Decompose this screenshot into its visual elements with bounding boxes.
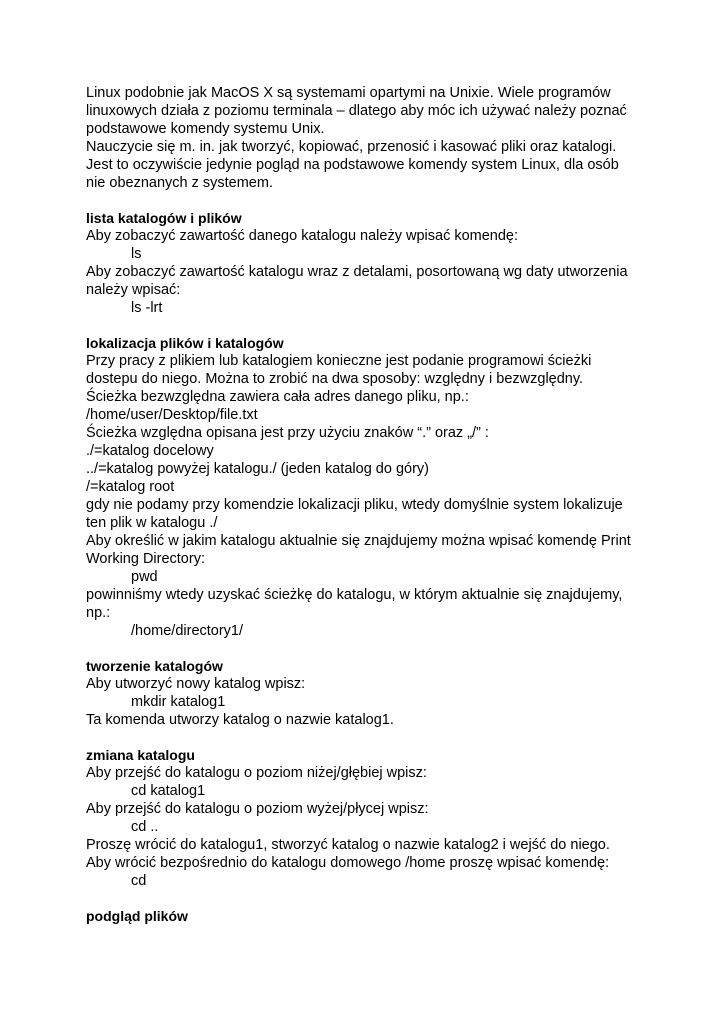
- text-line: Working Directory:: [86, 551, 205, 567]
- intro-line: podstawowe komendy systemu Unix.: [86, 121, 325, 137]
- text-line: np.:: [86, 605, 111, 621]
- command-line: cd ..: [131, 819, 159, 835]
- text-line: ./=katalog docelowy: [86, 443, 214, 459]
- text-line: Przy pracy z plikiem lub katalogiem konieczne jest podanie programowi ścieżki: [86, 353, 592, 369]
- document-body: [86, 84, 676, 925]
- text-line: Aby utworzyć nowy katalog wpisz:: [86, 676, 306, 692]
- command-line: ls -lrt: [131, 300, 163, 316]
- section-preview-files: [86, 907, 676, 925]
- text-line: Proszę wrócić do katalogu1, stworzyć katalog o nazwie katalog2 i wejść do niego.: [86, 837, 610, 853]
- text-line: /home/user/Desktop/file.txt: [86, 407, 258, 423]
- intro-paragraph: [86, 84, 676, 192]
- text-line: ten plik w katalogu ./: [86, 515, 218, 531]
- intro-line: nie obeznanych z systemem.: [86, 175, 273, 191]
- text-line: Ta komenda utworzy katalog o nazwie katalog1.: [86, 712, 394, 728]
- text-line: należy wpisać:: [86, 282, 181, 298]
- section-heading: zmiana katalogu: [86, 747, 195, 763]
- section-heading: lokalizacja plików i katalogów: [86, 335, 284, 351]
- text-line: Aby zobaczyć zawartość danego katalogu należy wpisać komendę:: [86, 228, 519, 244]
- intro-line: Jest to oczywiście jedynie pogląd na podstawowe komendy system Linux, dla osób: [86, 157, 619, 173]
- section-heading: podgląd plików: [86, 908, 188, 924]
- text-line: Ścieżka bezwzględna zawiera cała adres danego pliku, np.:: [86, 389, 469, 405]
- text-line: Aby zobaczyć zawartość katalogu wraz z detalami, posortowaną wg daty utworzenia: [86, 264, 628, 280]
- text-line: dostepu do niego. Można to zrobić na dwa sposoby: względny i bezwzględny.: [86, 371, 584, 387]
- command-line: mkdir katalog1: [131, 694, 226, 710]
- intro-line: Linux podobnie jak MacOS X są systemami opartymi na Unixie. Wiele programów: [86, 85, 611, 101]
- section-list-files: [86, 209, 676, 317]
- intro-line: linuxowych działa z poziomu terminala – dlatego aby móc ich używać należy poznać: [86, 103, 627, 119]
- command-line: cd katalog1: [131, 783, 206, 799]
- command-line: /home/directory1/: [131, 623, 244, 639]
- text-line: /=katalog root: [86, 479, 175, 495]
- command-line: cd: [131, 873, 147, 889]
- text-line: Aby wrócić bezpośrednio do katalogu domowego /home proszę wpisać komendę:: [86, 855, 610, 871]
- text-line: powinniśmy wtedy uzyskać ścieżkę do katalogu, w którym aktualnie się znajdujemy,: [86, 587, 623, 603]
- text-line: Aby przejść do katalogu o poziom niżej/głębiej wpisz:: [86, 765, 427, 781]
- section-heading: lista katalogów i plików: [86, 210, 242, 226]
- text-line: Ścieżka względna opisana jest przy użyciu znaków “.” oraz „/” :: [86, 425, 489, 441]
- text-line: ../=katalog powyżej katalogu./ (jeden katalog do góry): [86, 461, 429, 477]
- command-line: pwd: [131, 569, 158, 585]
- section-change-dir: [86, 746, 676, 890]
- intro-line: Nauczycie się m. in. jak tworzyć, kopiować, przenosić i kasować pliki oraz katalogi.: [86, 139, 617, 155]
- text-line: Aby określić w jakim katalogu aktualnie się znajdujemy można wpisać komendę Print: [86, 533, 631, 549]
- text-line: gdy nie podamy przy komendzie lokalizacji pliku, wtedy domyślnie system lokalizuje: [86, 497, 623, 513]
- text-line: Aby przejść do katalogu o poziom wyżej/płycej wpisz:: [86, 801, 429, 817]
- command-line: ls: [131, 246, 142, 262]
- section-create-dirs: [86, 657, 676, 729]
- section-heading: tworzenie katalogów: [86, 658, 223, 674]
- section-file-location: [86, 334, 676, 640]
